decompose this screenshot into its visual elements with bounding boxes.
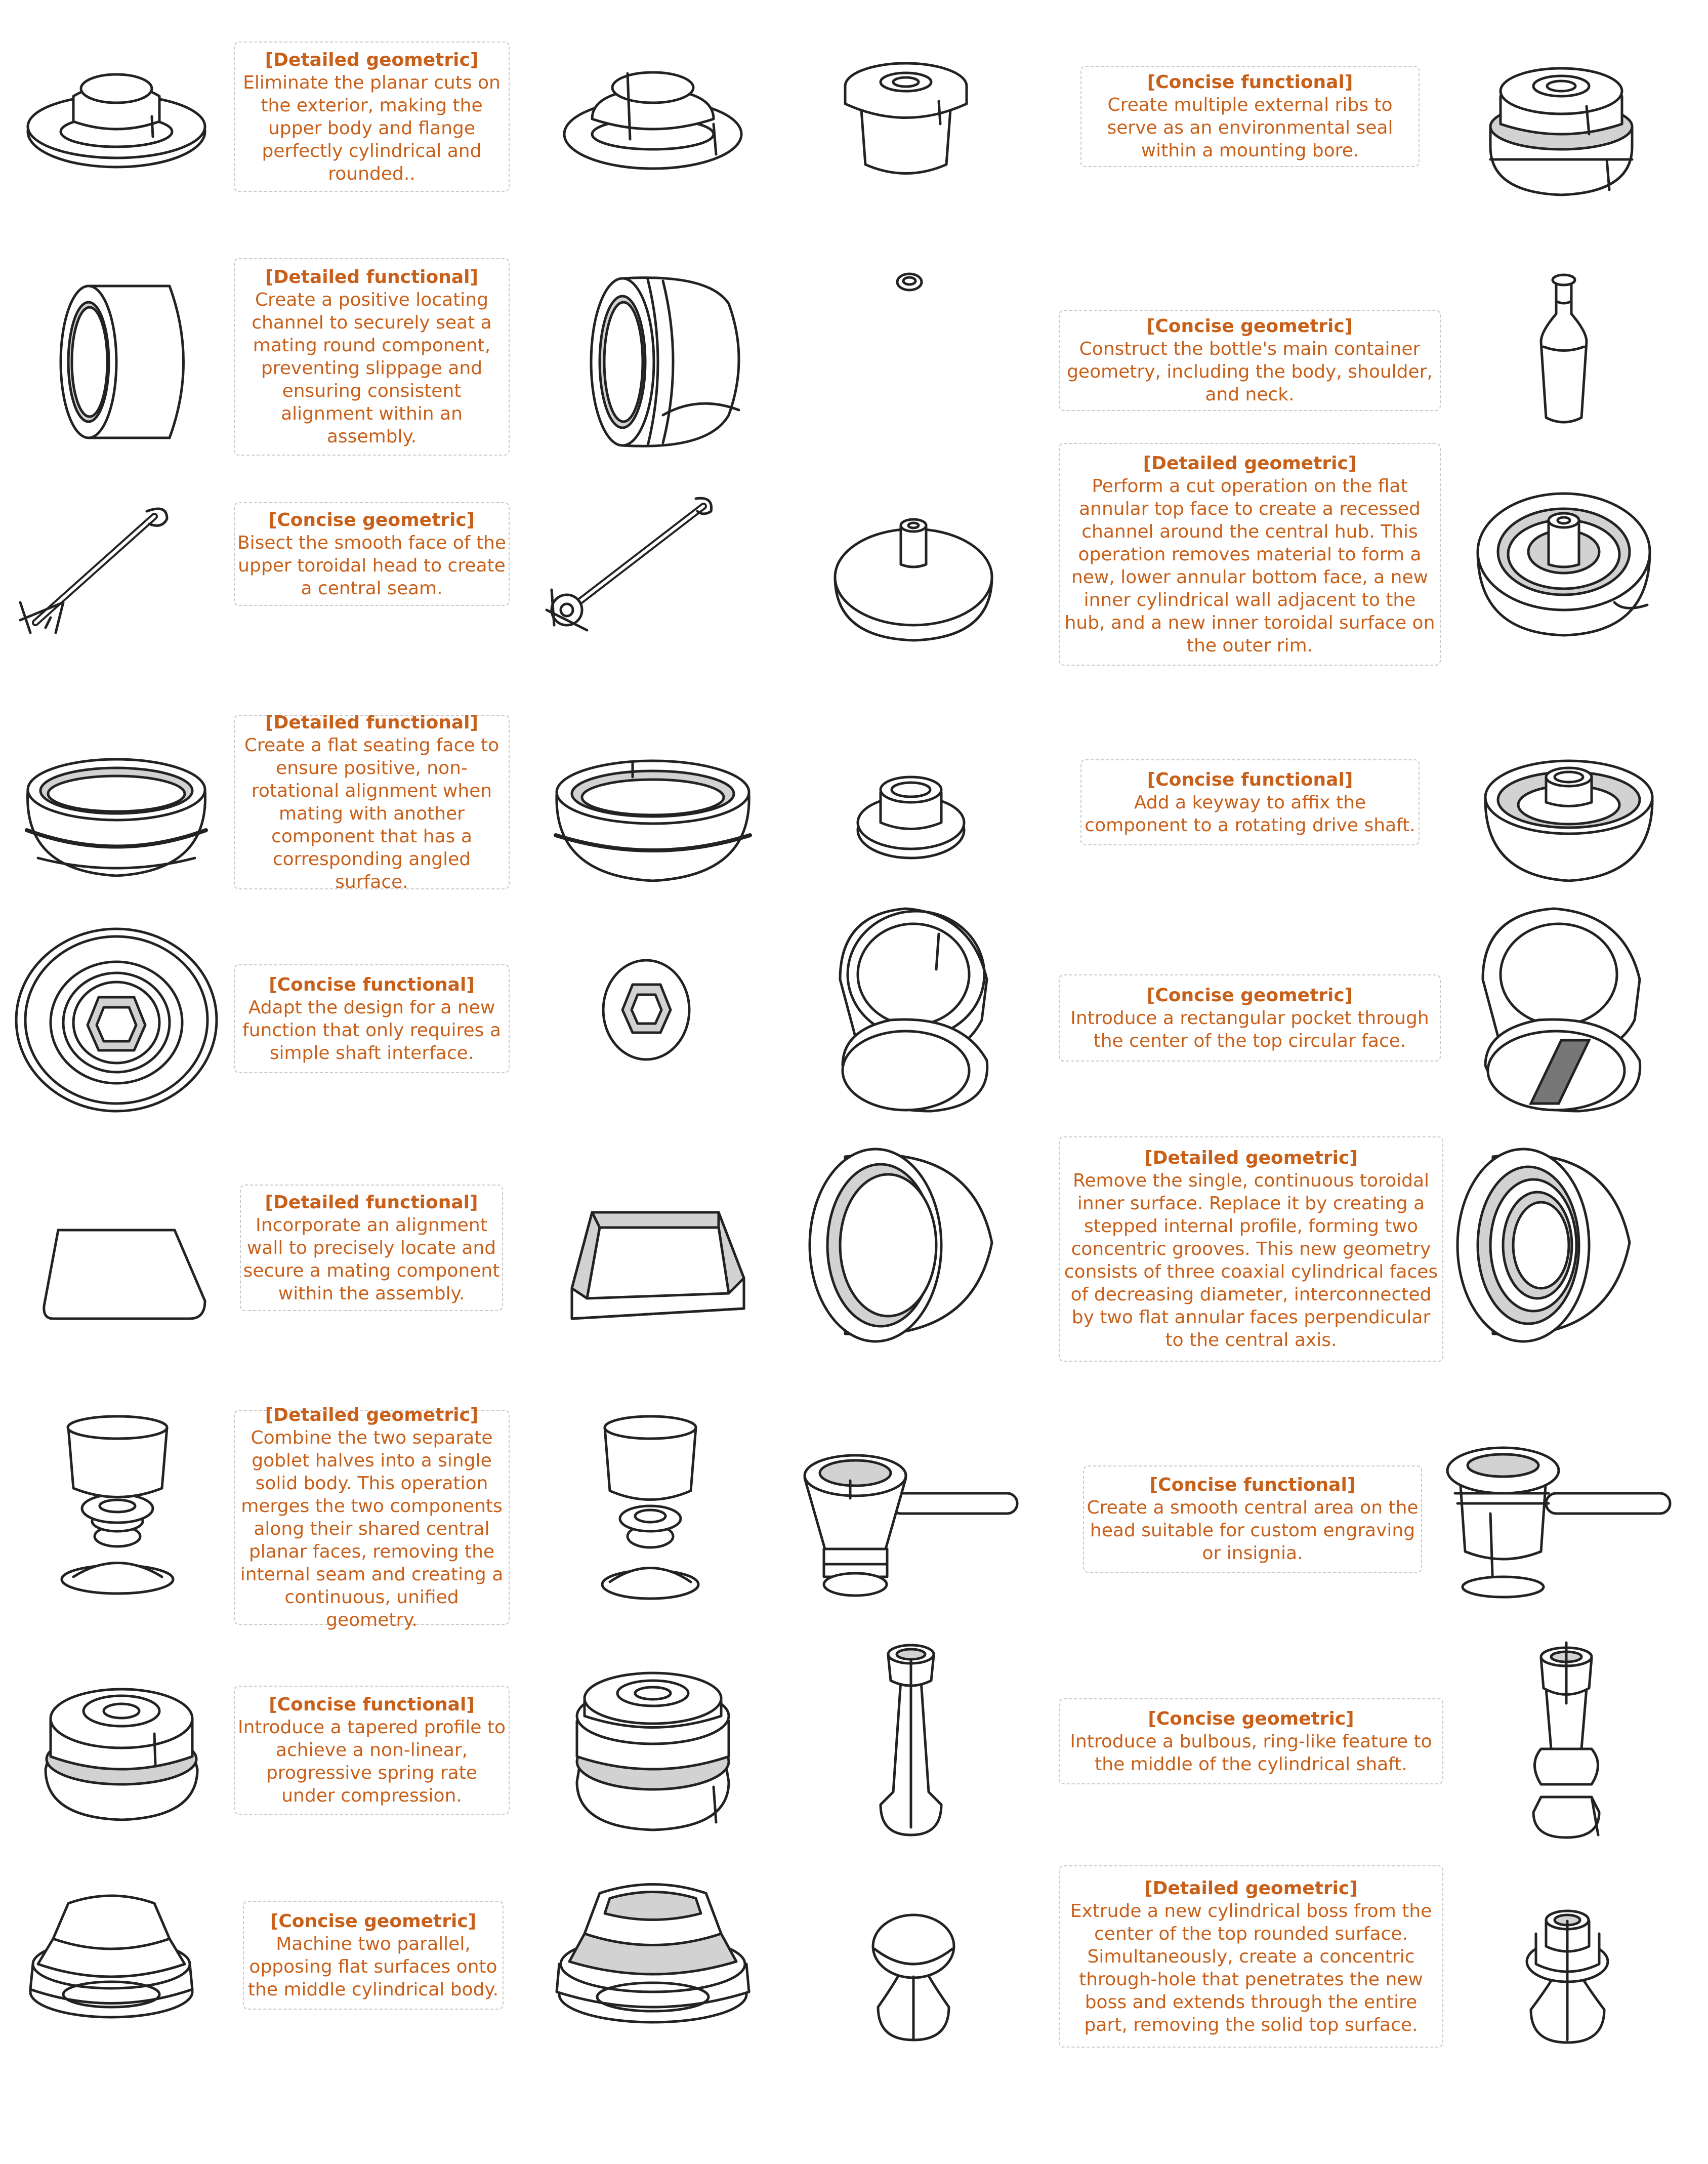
description-box: [Concise functional] Add a keyway to affix the component to a rotating drive shaft. (1080, 759, 1420, 845)
description-box: [Concise geometric] Introduce a rectangular pocket through the center of the top circular face. (1059, 974, 1441, 1061)
flanged-cap-cad-model-icon (25, 66, 207, 172)
flanged-collar-cad-model-icon (853, 767, 969, 863)
description-box: [Detailed functional] Incorporate an alignment wall to precisely locate and secure a mating component within the assembly. (240, 1185, 503, 1311)
tapered-spring-cad-model-icon (567, 1665, 739, 1832)
seamed-key-rod-cad-model-icon (536, 494, 719, 645)
flared-shaft-cad-model-icon (873, 1640, 949, 1838)
description-box: [Concise geometric] Introduce a bulbous, ring-like feature to the middle of the cylindrical shaft. (1059, 1698, 1443, 1784)
bulbous-shaft-cad-model-icon (1523, 1638, 1609, 1840)
bossed-knob-cad-model-icon (1523, 1901, 1612, 2045)
ribbed-bowl-cad-model-icon (23, 754, 210, 881)
description-box: [Detailed functional] Create a positive locating channel to securely seat a mating round component, preventing slippage and ensuring consistent alignment within an assembly. (234, 258, 510, 456)
slotted-knob-cad-model-icon (1473, 904, 1650, 1116)
goblet-cad-model-icon (58, 1407, 177, 1595)
faceted-bowl-cad-model-icon (552, 754, 754, 886)
description-box: [Detailed geometric] Eliminate the planar cuts on the exterior, making the upper body and flange perfectly cylindrical and rounded.. (234, 42, 510, 192)
description-box: [Concise geometric] Machine two parallel, opposing flat surfaces onto the middle cylindrical body. (243, 1901, 504, 2010)
description-box: [Concise geometric] Construct the bottle's main container geometry, including the body, shoulder, and neck. (1059, 310, 1441, 411)
grooved-drum-cad-model-icon (587, 263, 749, 461)
merged-goblet-cad-model-icon (597, 1407, 703, 1600)
flatted-cone-cad-model-icon (554, 1873, 752, 2025)
description-box: [Detailed geometric] Perform a cut operation on the flat annular top face to create a recessed channel around the central hub. This operation removes material to form a new, lower annular bottom face, a new inner cylindrical wall adjacent to the hub, and a new inner toroidal surface on the outer rim. (1059, 443, 1441, 666)
bottle-cad-model-icon (1536, 271, 1592, 428)
bottle-neck-ring-cad-model-icon (896, 271, 924, 294)
toroidal-ring-cad-model-icon (805, 1141, 997, 1349)
ribbed-seal-plug-cad-model-icon (1485, 51, 1637, 202)
description-box: [Concise geometric] Bisect the smooth face of the upper toroidal head to create a central seam. (234, 502, 510, 606)
description-box: [Detailed geometric] Extrude a new cylindrical boss from the center of the top rounded surface. Simultaneously, create a concentric through-hole that penetrates the new boss and extends through the entire part, removing the solid top surface. (1059, 1865, 1443, 2048)
description-box: [Concise functional] Create multiple external ribs to serve as an environmental seal within a mounting bore. (1080, 66, 1420, 167)
cylindrical-drum-cad-model-icon (58, 266, 200, 458)
description-box: [Concise functional] Create a smooth central area on the head suitable for custom engraving or insignia. (1083, 1465, 1422, 1573)
description-box: [Concise functional] Adapt the design for a new function that only requires a simple shaft interface. (234, 964, 510, 1073)
walled-tray-cad-model-icon (562, 1197, 754, 1329)
flat-plate-cad-model-icon (38, 1225, 210, 1331)
knob-cad-model-icon (830, 904, 997, 1116)
stepped-ring-cad-model-icon (1452, 1141, 1635, 1346)
engraving-mallet-cad-model-icon (1445, 1443, 1673, 1600)
hex-socket-wheel-cad-model-icon (13, 924, 220, 1116)
description-box: [Detailed geometric] Combine the two separate goblet halves into a single solid body. This operation merges the two components along their shared central planar faces, removing the internal seam and creating a continuous, unified geometry. (234, 1410, 510, 1625)
description-box: [Detailed geometric] Remove the single, continuous toroidal inner surface. Replace it by creating a stepped internal profile, forming two concentric grooves. This new geometry consists of three coaxial cylindrical faces of decreasing diameter, interconnected by two flat annular faces perpendicular to the central axis. (1059, 1136, 1443, 1362)
rounded-flanged-cap-cad-model-icon (562, 63, 744, 172)
key-rod-cad-model-icon (15, 501, 177, 643)
cylindrical-plug-cad-model-icon (840, 56, 972, 182)
stepped-cone-cad-model-icon (28, 1883, 195, 2020)
stacked-spring-cad-model-icon (38, 1673, 205, 1825)
description-box: [Concise functional] Introduce a tapered profile to achieve a non-linear, progressive spring rate under compression. (234, 1686, 510, 1815)
channeled-hub-cad-model-icon (1473, 481, 1655, 643)
keyed-collar-cad-model-icon (1480, 754, 1657, 886)
domed-hub-cad-model-icon (830, 501, 997, 648)
hex-socket-boss-cad-model-icon (600, 957, 693, 1063)
mushroom-knob-cad-model-icon (870, 1911, 956, 2043)
mallet-cad-model-icon (800, 1448, 1022, 1600)
description-box: [Detailed functional] Create a flat seating face to ensure positive, non-rotational alignment when mating with another component that has a corresponding angled surface. (234, 715, 510, 889)
